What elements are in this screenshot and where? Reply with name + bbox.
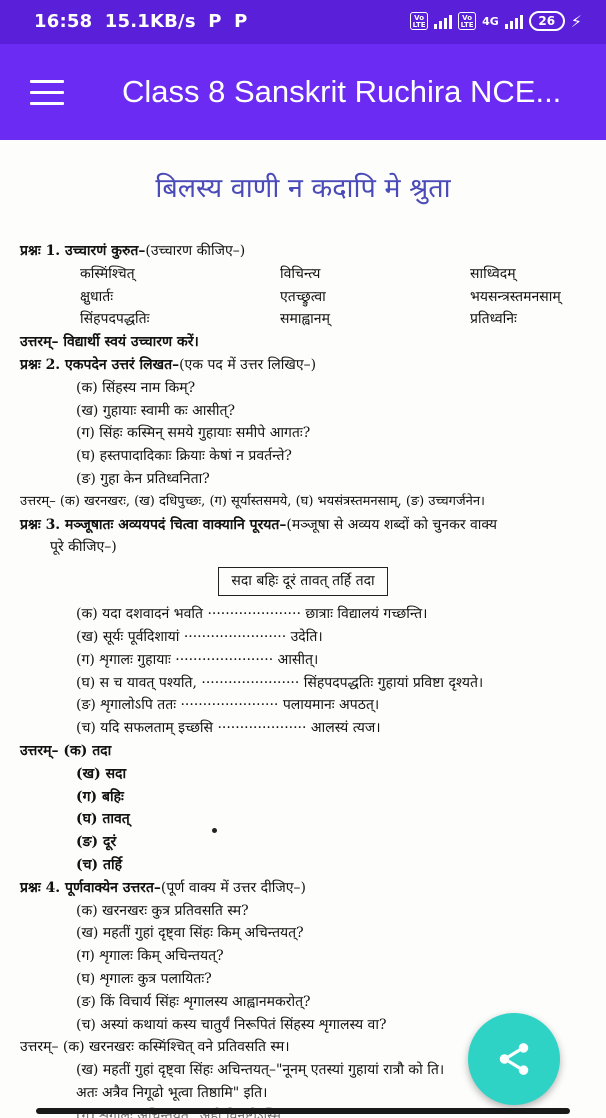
status-left [34,11,253,32]
share-button[interactable] [468,1013,560,1105]
question-item: (ङ) शृगालोऽपि ततः ······················ पलायमानः अपठत्। [76,697,380,714]
answer-item: (ङ) दूरं [76,834,117,851]
question-item: (ख) महतीं गुहां दृष्ट्वा सिंहः किम् अचिन्तयत्? [76,925,304,942]
status-bar [0,0,606,44]
notification-p-icon: P [208,11,222,32]
answer-item: (घ) तावत् [76,811,130,828]
charging-icon: ⚡ [570,11,582,31]
answer-4: उत्तरम्– (क) खरनखरः कस्मिंश्चित् वने प्रतिवसति स्म। [20,1039,290,1056]
question-2: प्रश्नः 2. एकपदेन उत्तरं लिखत–(एक पद में उत्तर लिखिए–) [20,356,317,373]
question-item: (ङ) गुहा केन प्रतिध्वनिता? [76,470,210,487]
question-1: प्रश्नः 1. उच्चारणं कुरुत–(उच्चारण कीजिए–) [20,243,246,259]
question-4: प्रश्नः 4. पूर्णवाक्येन उत्तरत–(पूर्ण वाक्य में उत्तर दीजिए–) [20,879,306,896]
app-bar [0,44,606,140]
answer-item: (ख) सदा [76,765,127,782]
status-time: 16:58 [34,11,93,32]
question-item: (ख) गुहायाः स्वामी कः आसीत्? [76,402,236,419]
question-item: (ग) शृगालः किम् अचिन्तयत्? [76,948,224,965]
question-3-hint: पूरे कीजिए–) [50,539,117,556]
answer-3: उत्तरम्– (क) तदा [20,742,112,759]
notification-p-icon: P [234,11,248,32]
signal-icon [434,13,452,29]
question-item: (ङ) किं विचार्य सिंहः शृगालस्य आह्वानमकरोत्? [76,993,311,1010]
document-page[interactable] [0,140,606,1118]
answer-item: (च) तर्हि [76,856,123,873]
volte-icon: Vo LTE [410,12,428,30]
chapter-title: बिलस्य वाणी न कदापि मे श्रुता [155,173,451,204]
answer-item: अतः अत्रैव निगूढो भूत्वा तिष्ठामि" इति। [76,1084,268,1101]
question-item: (च) यदि सफलताम् इच्छसि ···················· आलस्यं त्यज। [76,720,381,737]
volte-icon: Vo LTE [458,12,476,30]
question-item: (घ) हस्तपादादिकाः क्रियाः केषां न प्रवर्तन्ते? [76,448,292,465]
question-3: प्रश्नः 3. मञ्जूषातः अव्ययपदं चित्वा वाक्यानि पूरयत–(मञ्जूषा से अव्यय शब्दों को चुनकर वाक्य [20,516,498,533]
ink-dot [212,828,217,833]
answer-1: उत्तरम्– विद्यार्थी स्वयं उच्चारण करें। [20,334,199,351]
answer-item: (ख) महतीं गुहां दृष्ट्वा सिंहः अचिन्तयत्–"नूनम् एतस्यां गुहायां रात्रौ को ति। [76,1062,445,1079]
question-item: (क) खरनखरः कुत्र प्रतिवसति स्म? [76,902,249,919]
answer-item: (ग) बहिः [76,788,124,805]
status-speed: 15.1KB/s [104,11,196,32]
answer-2: उत्तरम्– (क) खरनखरः, (ख) दधिपुच्छः, (ग) सूर्यास्तसमये, (घ) भयसंत्रस्तमनसाम्, (ङ) उच्चगर्जनेन। [20,493,485,509]
word-box: सदा बहिः दूरं तावत् तर्हि तदा [218,567,387,596]
word-row: कस्मिंश्चित् विचिन्त्य साध्विदम् [80,265,516,282]
gesture-nav-bar[interactable] [36,1108,570,1114]
question-item: (च) अस्यां कथायां कस्य चातुर्यं निरूपितं सिंहस्य शृगालस्य वा? [76,1016,387,1033]
question-item: (क) सिंहस्य नाम किम्? [76,379,196,396]
question-item: (ग) सिंहः कस्मिन् समये गुहायाः समीपे आगतः? [76,425,311,442]
question-item: (घ) शृगालः कुत्र पलायितः? [76,970,212,987]
battery-icon: 26 [529,11,565,31]
question-item: (ग) शृगालः गुहायाः ······················ आसीत्। [76,651,319,668]
share-icon [495,1040,533,1078]
word-row: सिंहपदपद्धतिः समाह्वानम् प्रतिध्वनिः [80,311,517,328]
question-item: (क) यदा दशवादनं भवति ····················· छात्राः विद्यालयं गच्छन्ति। [76,606,428,623]
signal-icon [505,13,523,29]
word-row: क्षुधार्तः एतच्छ्रुत्वा भयसन्त्रस्तमनसाम् [80,288,561,305]
menu-button[interactable] [30,80,64,106]
word-box-wrap [20,559,606,603]
status-right [410,11,582,31]
network-type-label: 4G [482,14,499,28]
document-body [20,240,606,1118]
question-item: (घ) स च यावत् पश्यति, ······················ सिंहपदपद्धतिः गुहायां प्रविष्टा दृश्यते। [76,674,484,691]
question-item: (ख) सूर्यः पूर्वदिशायां ······················· उदेति। [76,628,323,645]
app-title: Class 8 Sanskrit Ruchira NCE... [122,74,562,109]
